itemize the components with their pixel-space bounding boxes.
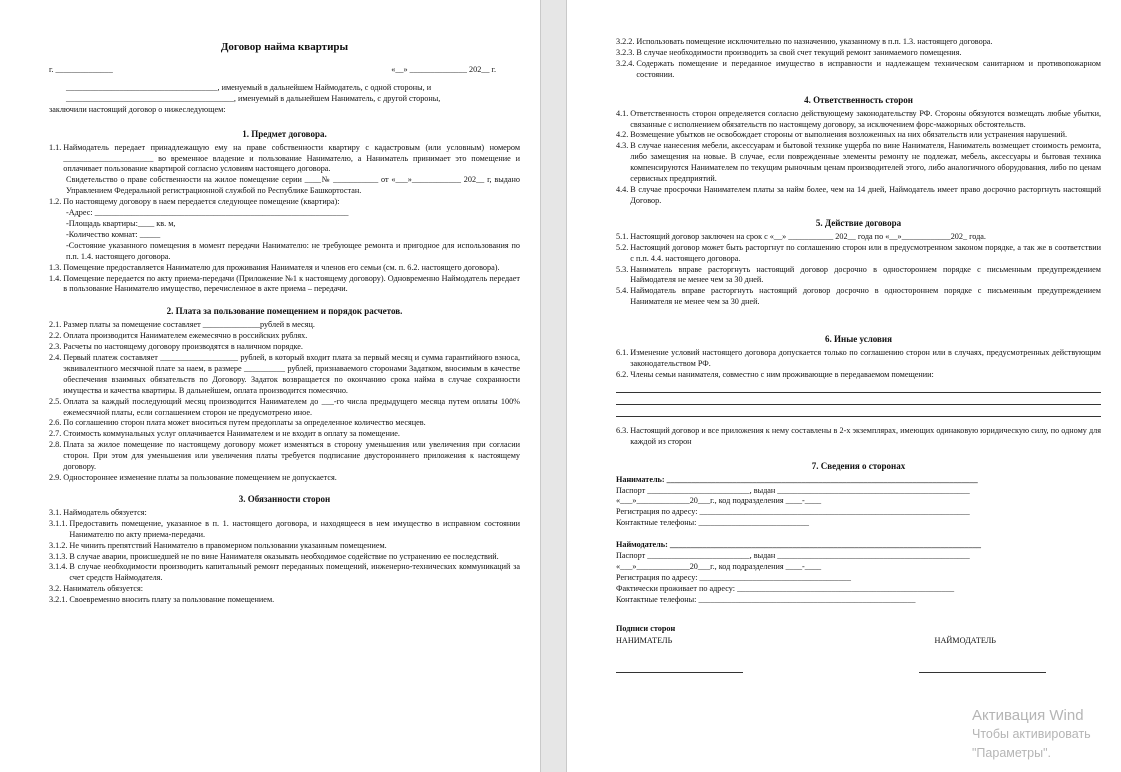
clause-text: В случае нанесения мебели, аксессуарам и бытовой технике ущерба по вине Нанимателя, Наниматель возмещает стоимость ремонта, либо замещения на новые. В случае, если поврежденные элементы ремонту не подлежат, мебель, аксессуары и бытовая техника компенсируются Нанимателем по текущим рыночным ценам производителей этого, либо аналогичного оборудования, либо по ценам сервисных предприятий.: [630, 141, 1101, 184]
signature-labels: [616, 636, 996, 647]
clause-text: Стоимость коммунальных услуг оплачивается Нанимателем и не входит в оплату за помещение.: [63, 429, 400, 439]
clause-number: 3.2.: [49, 584, 62, 594]
clause-number: 3.2.3.: [616, 47, 635, 57]
clause-text: В случае просрочки Нанимателем платы за найм более, чем на 14 дней, Наймодатель имеет право досрочно расторгнуть настоящий Договор.: [630, 184, 1101, 205]
landlord-info-line[interactable]: Фактически проживает по адресу: _____________________________________________________: [616, 583, 955, 593]
clause: [616, 130, 1101, 141]
clause-text: Размер платы за помещение составляет ______________рублей в месяц.: [63, 320, 315, 330]
clause-text: Плата за жилое помещение по настоящему договору может изменяться в сторону уменьшения или увеличения при согласии сторон. При этом для уменьшения или увеличения платы требуется подписание двусторонннего приложения к настоящему договору.: [63, 440, 520, 472]
clause-number: 2.9.: [49, 473, 62, 482]
clause: [616, 286, 1101, 308]
clause: [49, 342, 520, 353]
clause: [616, 37, 1101, 48]
clause: [616, 48, 1101, 59]
clause-text: Наймодатель обязуется:: [63, 507, 147, 517]
tenant-info-line[interactable]: Паспорт _________________________, выдан _______________________________________________: [616, 485, 970, 495]
landlord-info-line[interactable]: Контактные телефоны: _____________________________________________________: [616, 594, 916, 604]
document-page-right: [567, 0, 1121, 772]
clause-number: 5.4.: [616, 286, 629, 296]
clause: [49, 353, 520, 397]
clause-text: В случае аварии, происшедшей не по вине Нанимателя оказывать необходимое содействие по устранению ее последствий.: [69, 551, 499, 561]
tenant-info-line[interactable]: Контактные телефоны: ___________________________: [616, 518, 810, 528]
clause-text: Настоящий договор может быть расторгнут по соглашению сторон или в предусмотренном законом порядке, а так же в соответствии с п.п. 4.4. настоящего договора.: [630, 242, 1101, 263]
clause-number: 4.1.: [616, 108, 629, 118]
clause: [49, 397, 520, 419]
clause: [49, 508, 520, 519]
intro-line: _____________________________________, именуемый в дальнейшем Наймодатель, с одной стороны, и: [66, 82, 432, 92]
clause-number: 2.5.: [49, 396, 62, 406]
clause-number: 3.1.: [49, 507, 62, 517]
clause-text: Расчеты по настоящему договору производятся в наличном порядке.: [63, 342, 303, 352]
intro-line: заключили настоящий договор о нижеследующем:: [49, 104, 226, 114]
intro-line: _________________________________________, именуемый в дальнейшем Наниматель, с другой стороны,: [66, 93, 441, 103]
clause-text: В случае необходимости производить за свой счет текущий ремонт занимаемого помещения.: [636, 47, 962, 57]
clause-number: 6.1.: [616, 348, 629, 358]
landlord-signature-label: НАЙМОДАТЕЛЬ: [934, 635, 996, 645]
clause-text: Не чинить препятствий Нанимателю в правомерном пользовании указанным помещением.: [69, 540, 387, 550]
clause: 1.1. Наймодатель передает принадлежащую ему на праве собственности квартиру с кадастровым (или условным) номером ______________________ во временное владение и пользование Нанимателю, а Наниматель принимает это помещение и оплачивает пользование квартирой согласно условиям настоящего договора.: [49, 142, 520, 174]
clause-number: 3.1.4.: [49, 562, 68, 572]
clause-number: 2.7.: [49, 429, 62, 439]
clause: 1.4. Помещение передается по акту приема-передачи (Приложение №1 к настоящему договору). Одновременно Наймодатель передает в пользование Нанимателю имущество, перечисленное в акте приема – передачи.: [49, 273, 520, 294]
clause-text: Предоставить помещение, указанное в п. 1. настоящего договора, и находящееся в нем имущество в исправном состоянии Нанимателю по акту приема-передачи.: [69, 518, 520, 539]
section-heading-4: 4. Ответственность сторон: [804, 94, 913, 105]
family-members-line[interactable]: [616, 382, 1101, 393]
clause-text: Возмещение убытков не освобождает стороны от выполнения возложенных на них обязательств или устранения нарушений.: [630, 130, 1068, 140]
watermark-line: Чтобы активировать: [972, 727, 1091, 741]
clause-number: 3.2.2.: [616, 37, 635, 46]
page-gap: [540, 0, 567, 772]
clause-number: 2.8.: [49, 440, 62, 450]
clause: [49, 320, 520, 331]
clause-text: Содержать помещение и переданное имущество в исправности и надлежащем техническом санитарном и противопожарном состоянии.: [636, 58, 1101, 79]
clause-text: Оплата производится Нанимателем ежемесячно в российских рублях.: [63, 331, 308, 341]
clause: [49, 418, 520, 429]
clause-number: 3.1.1.: [49, 518, 68, 528]
clause-number: 3.2.4.: [616, 58, 635, 68]
document-page-left: [0, 0, 540, 772]
clause-text: Члены семьи нанимателя, совместно с ним проживающие в передаваемом помещении:: [630, 369, 934, 379]
watermark-line: Активация Wind: [972, 707, 1084, 724]
clause: [616, 185, 1101, 207]
clause: [49, 429, 520, 440]
clause: [616, 348, 1101, 370]
clause-number: 4.2.: [616, 130, 629, 140]
document-title: Договор найма квартиры: [220, 41, 349, 53]
tenant-info-line: Наниматель: ____________________________________________________________________________: [616, 474, 978, 484]
section-heading-3: 3. Обязанности сторон: [238, 493, 331, 504]
clause: [616, 109, 1101, 131]
landlord-info-line: Наймодатель: ____________________________________________________________________________: [616, 540, 982, 550]
clause-number: 6.2.: [616, 369, 629, 379]
clause: [49, 473, 520, 484]
clause-number: 2.6.: [49, 418, 62, 428]
clause-text: Наниматель вправе расторгнуть настоящий договор досрочно в одностороннем порядке с письменным предупреждением Наймодателя не менее чем за 30 дней.: [630, 264, 1101, 285]
clause: [616, 243, 1101, 265]
clause: [616, 370, 1101, 381]
clause: [49, 562, 520, 584]
clause-text: В случае необходимости производить капитальный ремонт переданных помещений, инженерно-технических коммуникаций за счет средств Наймодателя.: [69, 562, 520, 583]
place-date-row: [49, 65, 520, 76]
clause-number: 5.3.: [616, 264, 629, 274]
clause-text: Изменение условий настоящего договора допускается только по соглашению сторон или в случаях, предусмотренных действующим законодательством РФ.: [630, 348, 1101, 369]
clause: [49, 552, 520, 563]
clause: [49, 440, 520, 473]
tenant-info-line[interactable]: Регистрация по адресу: __________________________________________________________________: [616, 507, 970, 517]
clause-number: 2.3.: [49, 342, 62, 352]
list-item: -Площадь квартиры:____ кв. м,: [66, 218, 176, 228]
tenant-signature-label: НАНИМАТЕЛЬ: [616, 635, 673, 645]
clause-text: Настоящий договор заключен на срок с «__» ___________ 202__ года по «__»____________202_ года.: [630, 231, 986, 241]
clause: [616, 232, 1101, 243]
clause-text: Ответственность сторон определяется согласно действующему законодательству РФ. Стороны обязуются возмещать любые убытки, связанные с исполнением обязательств по настоящему договору, за исключением форс-мажорных обстоятельств.: [630, 108, 1101, 129]
clause-text: Своевременно вносить плату за пользование помещением.: [69, 595, 275, 605]
clause-number: 2.1.: [49, 320, 62, 330]
clause-number: 4.3.: [616, 141, 629, 151]
clause-number: 3.1.3.: [49, 551, 68, 561]
family-members-line[interactable]: [616, 394, 1101, 405]
landlord-signature-line[interactable]: [919, 664, 1046, 673]
list-item: -Количество комнат: _____: [66, 229, 161, 239]
date-field: «__» ______________ 202__ г.: [391, 65, 496, 74]
clause: [49, 519, 520, 541]
clause: [49, 541, 520, 552]
clause-number: 3.2.1.: [49, 595, 68, 605]
tenant-signature-line[interactable]: [616, 664, 743, 673]
clause: Свидетельство о праве собственности на жилое помещение серии ____№ ___________ от «___»____________ 202__ г, выдано Управлением Федеральной регистрационной службой по Республике Башкортостан.: [66, 175, 520, 196]
section-heading-7: 7. Сведения о сторонах: [811, 460, 906, 471]
section-heading-2: 2. Плата за пользование помещением и порядок расчетов.: [166, 306, 403, 317]
landlord-info-line[interactable]: Регистрация по адресу: _____________________________________: [616, 572, 851, 582]
clause: [616, 141, 1101, 185]
clause: 1.3. Помещение предоставляется Нанимателю для проживания Нанимателя и членов его семьи (см. п. 6.2. настоящего договора).: [49, 262, 500, 272]
landlord-info-line[interactable]: Паспорт _________________________, выдан _______________________________________________: [616, 551, 970, 561]
clause: [616, 59, 1101, 81]
landlord-info-line[interactable]: «___»_____________20___г., код подразделения ____-____: [616, 562, 822, 571]
list-item: -Состояние указанного помещения в момент передачи Нанимателю: не требующее ремонта и пригодное для использования по п.п. 1.4. настоящего договора.: [66, 240, 520, 261]
tenant-info-line[interactable]: «___»_____________20___г., код подразделения ____-____: [616, 496, 822, 506]
clause-text: Наниматель обязуется:: [63, 584, 144, 594]
clause: 1.2. По настоящему договору в наем передается следующее помещение (квартира):: [49, 197, 340, 207]
clause: [49, 595, 520, 606]
family-members-line[interactable]: [616, 406, 1101, 417]
clause-text: По соглашению сторон плата может вноситься путем предоплаты за определенное количество месяцев.: [63, 418, 426, 428]
clause-text: Наймодатель вправе расторгнуть настоящий договор досрочно в одностороннем порядке с письменным предупреждением Нанимателя не менее чем за 30 дней.: [630, 286, 1101, 307]
section-heading-6: 6. Иные условия: [825, 334, 892, 345]
clause-number: 2.2.: [49, 331, 62, 341]
clause-text: Оплата за каждый последующий месяц производится Нанимателем до ___-го числа предыдущего месяца путем оплаты 100% ежемесячной платы, если соглашением сторон не предусмотрено иное.: [63, 396, 520, 417]
clause-text: Одностороннее изменение платы за пользование помещением не допускается.: [63, 473, 337, 482]
clause-number: 5.1.: [616, 231, 629, 241]
clause-number: 3.1.2.: [49, 540, 68, 550]
clause-number: 4.4.: [616, 184, 629, 194]
signature-lines: [616, 664, 1046, 673]
section-heading-5: 5. Действие договора: [815, 217, 902, 228]
clause-number: 2.4.: [49, 353, 62, 363]
city-field: г. ______________: [49, 65, 113, 74]
signatures-heading: Подписи сторон: [616, 623, 676, 633]
clause-text: Использовать помещение исключительно по назначению, указанному в п.п. 1.3. настоящего договора.: [636, 37, 993, 46]
clause: [616, 265, 1101, 287]
clause: [49, 331, 520, 342]
list-item: -Адрес: ______________________________________________________________: [66, 208, 349, 218]
windows-activation-watermark: [972, 706, 1091, 763]
clause-text: Первый платеж составляет ___________________ рублей, в который входит плата за первый месяц и сумма гарантийного взноса, эквивалентного месячной плате за наем, в размере __________ рублей, признаваемого сторонами Задатком, вносимым в качестве обеспечения взаимных обязательств по Договору. Задаток возвращается по окончанию срока найма в случае сохранности имущества и качества квартиры. В дальнейшем, оплата производится помесячно.: [63, 353, 520, 395]
clause-number: 5.2.: [616, 242, 629, 252]
clause: 6.3. Настоящий договор и все приложения к нему составлены в 2-х экземплярах, имеющих одинаковую юридическую силу, по одному для каждой из сторон: [616, 425, 1101, 446]
clause: [49, 584, 520, 595]
watermark-line: "Параметры".: [972, 746, 1051, 760]
section-heading-1: 1. Предмет договора.: [242, 128, 327, 139]
